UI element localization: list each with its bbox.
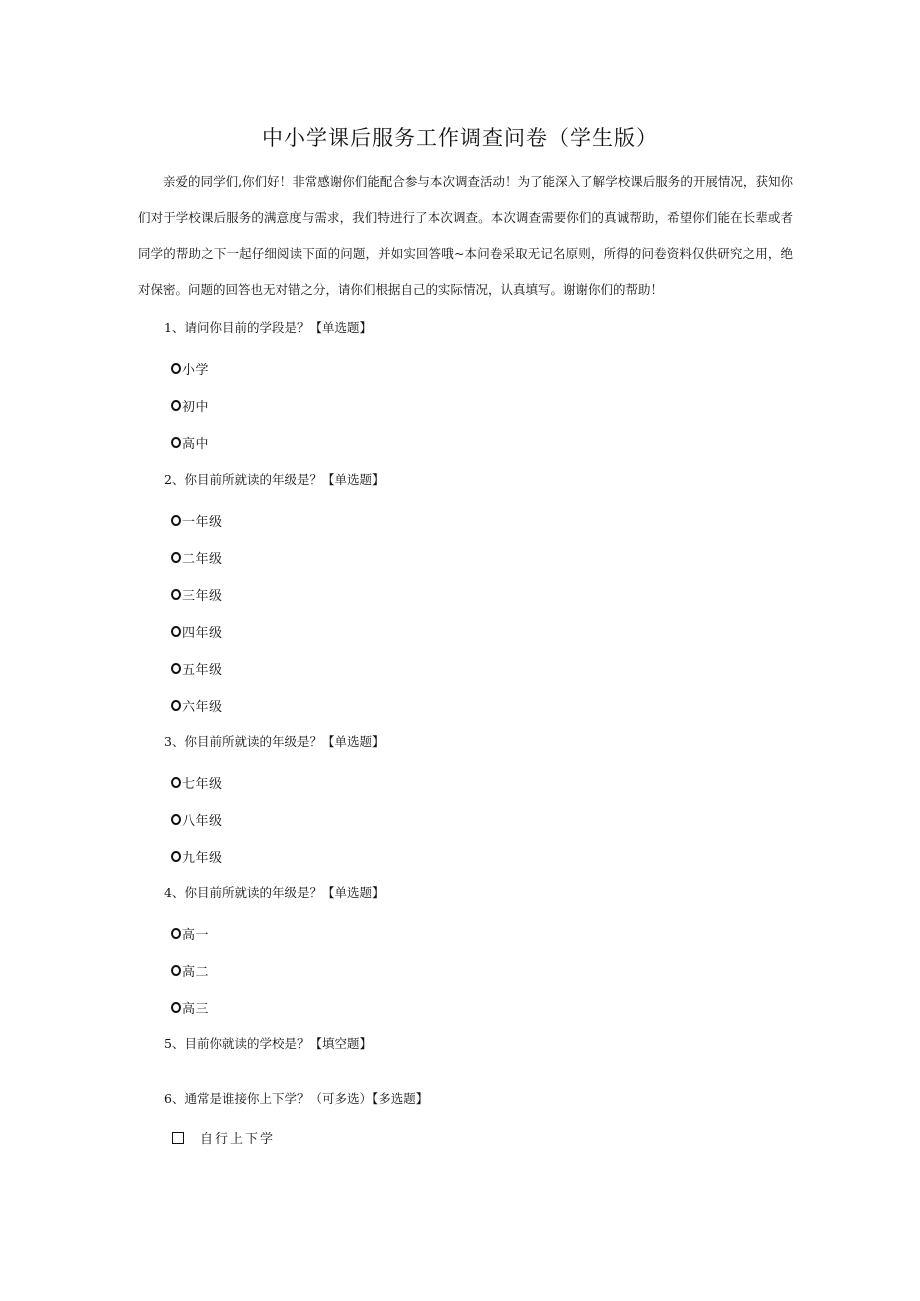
radio-icon[interactable] [171, 928, 181, 939]
option-q6-1[interactable]: 自行上下学 [172, 1128, 275, 1147]
survey-title: 中小学课后服务工作调查问卷（学生版） [262, 126, 658, 150]
option-q1-3[interactable]: 高中 [171, 433, 209, 452]
radio-icon[interactable] [171, 552, 181, 563]
radio-icon[interactable] [171, 814, 181, 825]
radio-icon[interactable] [171, 437, 181, 448]
question-5: 5、目前你就读的学校是？【填空题】 [164, 1036, 372, 1051]
radio-icon[interactable] [171, 700, 181, 711]
option-q2-6[interactable]: 六年级 [171, 696, 223, 715]
question-2: 2、你目前所就读的年级是？【单选题】 [164, 472, 385, 487]
question-4: 4、你目前所就读的年级是？【单选题】 [164, 885, 385, 900]
radio-icon[interactable] [171, 626, 181, 637]
intro-paragraph [138, 164, 793, 308]
intro-text: 亲爱的同学们,你们好！非常感谢你们能配合参与本次调查活动！为了能深入了解学校课后服务的开展情况，获知你们对于学校课后服务的满意度与需求，我们特进行了本次调查。本次调查需要你们的真诚帮助，希望你们能在长辈或者同学的帮助之下一起仔细阅读下面的问题，并如实回答哦~本问卷采取无记名原则，所得的问卷资料仅供研究之用，绝对保密。问题的回答也无对错之分，请你们根据自己的实际情况，认真填写。谢谢你们的帮助！ [138, 174, 793, 297]
radio-icon[interactable] [171, 851, 181, 862]
radio-icon[interactable] [171, 965, 181, 976]
option-q1-2[interactable]: 初中 [171, 396, 209, 415]
radio-icon[interactable] [171, 515, 181, 526]
option-q4-1[interactable]: 高一 [171, 924, 209, 943]
option-q2-4[interactable]: 四年级 [171, 622, 223, 641]
option-q2-1[interactable]: 一年级 [171, 511, 223, 530]
option-q4-3[interactable]: 高三 [171, 998, 209, 1017]
checkbox-icon[interactable] [172, 1132, 184, 1144]
radio-icon[interactable] [171, 663, 181, 674]
radio-icon[interactable] [171, 777, 181, 788]
option-q1-1[interactable]: 小学 [171, 359, 209, 378]
option-q3-3[interactable]: 九年级 [171, 847, 223, 866]
radio-icon[interactable] [171, 363, 181, 374]
question-1: 1、请问你目前的学段是？【单选题】 [164, 320, 372, 335]
radio-icon[interactable] [171, 1002, 181, 1013]
question-3: 3、你目前所就读的年级是？【单选题】 [164, 734, 385, 749]
radio-icon[interactable] [171, 589, 181, 600]
radio-icon[interactable] [171, 400, 181, 411]
option-q2-5[interactable]: 五年级 [171, 659, 223, 678]
option-q2-3[interactable]: 三年级 [171, 585, 223, 604]
option-q4-2[interactable]: 高二 [171, 961, 209, 980]
option-q3-2[interactable]: 八年级 [171, 810, 223, 829]
option-q2-2[interactable]: 二年级 [171, 548, 223, 567]
question-6: 6、通常是谁接你上下学？（可多选）【多选题】 [164, 1091, 429, 1106]
option-q3-1[interactable]: 七年级 [171, 773, 223, 792]
